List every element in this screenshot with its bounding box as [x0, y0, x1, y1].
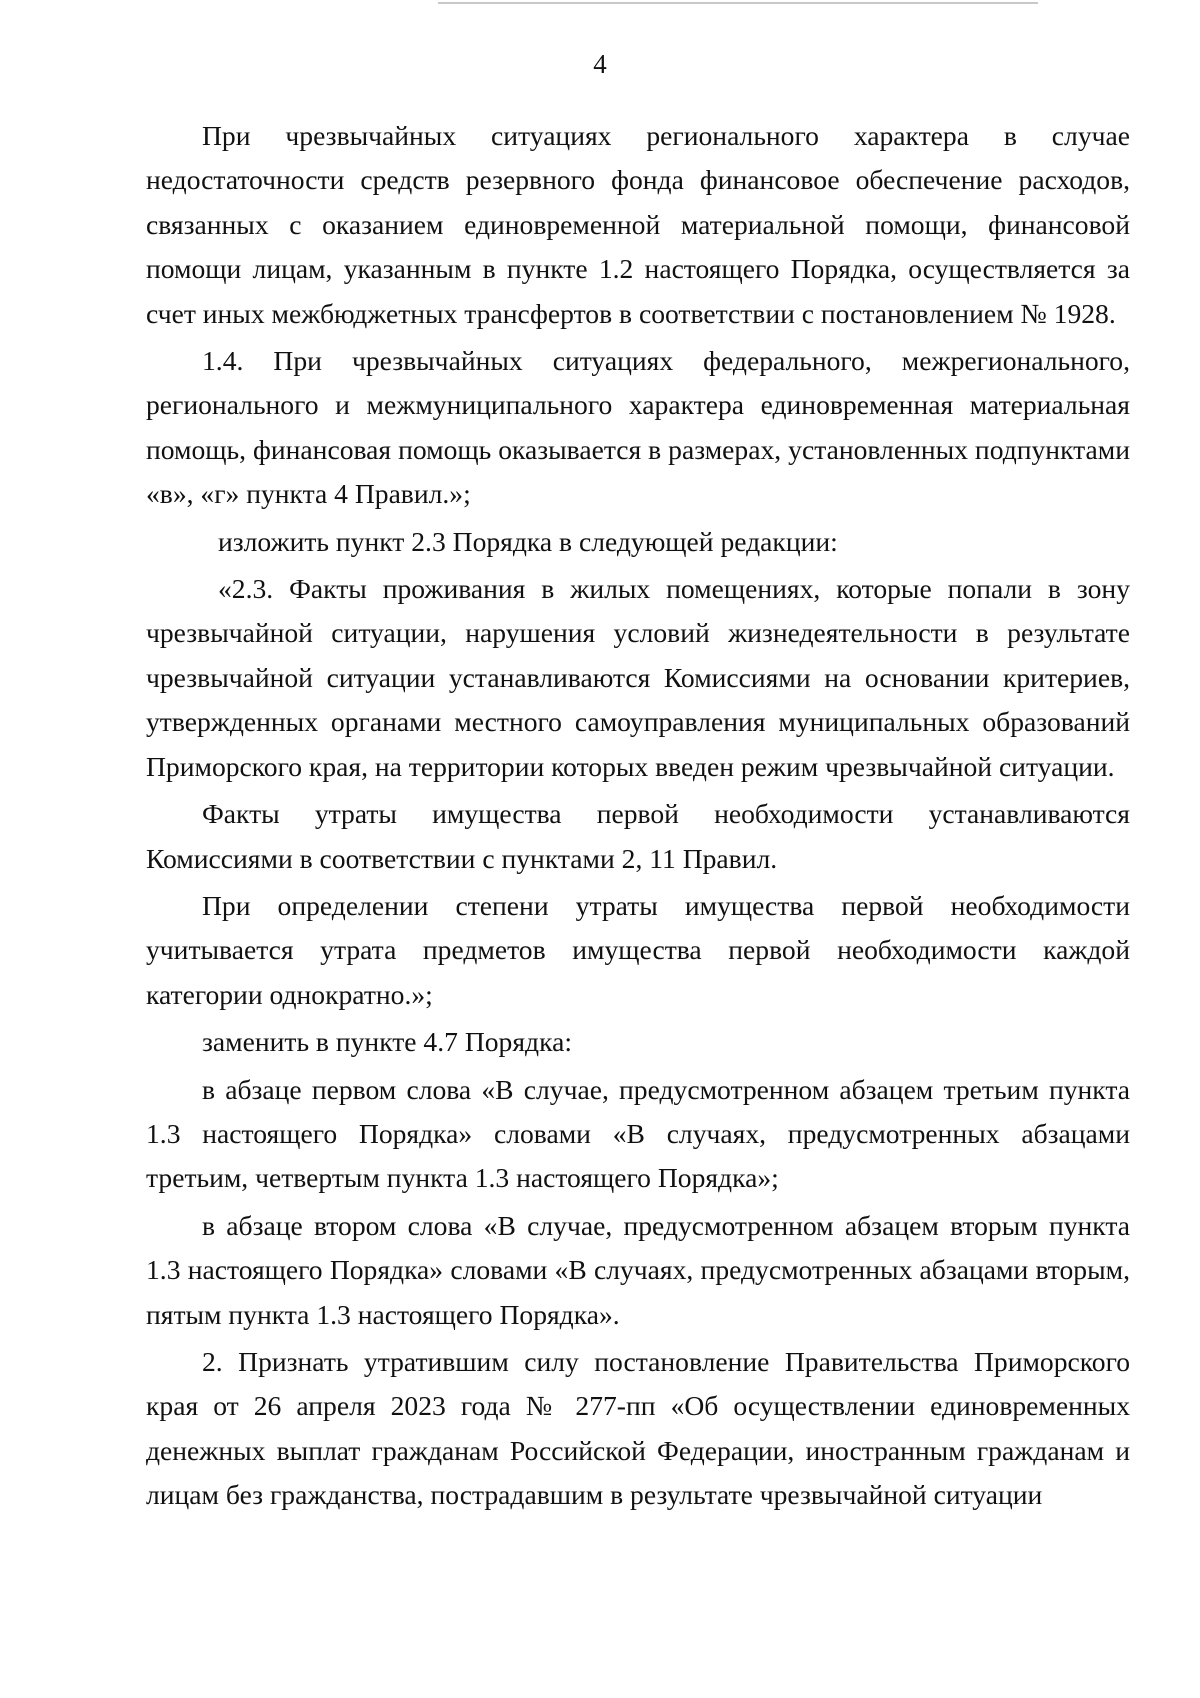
paragraph-first-abzac: в абзаце первом слова «В случае, предусмотренном абзацем третьим пункта 1.3 настоящего Порядка» словами «В случаях, предусмотренных абзацами третьим, четвертым пункта 1.3 настоящего Порядка»; — [146, 1073, 1130, 1194]
top-scan-rule — [438, 2, 1038, 4]
paragraph-repeal: 2. Признать утратившим силу постановление Правительства Приморского края от 26 апреля 2023 года № 277-пп «Об осуществлении единовременных денежных выплат гражданам Российской Федерации, иностранным гражданам и лицам без гражданства, пострадавшим в результате чрезвычайной ситуации — [146, 1345, 1130, 1511]
page-number: 4 — [593, 49, 607, 79]
paragraph-replace-4-7: заменить в пункте 4.7 Порядка: — [202, 1026, 572, 1058]
paragraph-1-4: 1.4. При чрезвычайных ситуациях федерального, межрегионального, регионального и межмуниципального характера единовременная материальная помощь, финансовая помощь оказывается в размерах, установленных подпунктами «в», «г» пункта 4 Правил.»; — [146, 345, 1130, 510]
paragraph-amend-2-3: изложить пункт 2.3 Порядка в следующей редакции: — [218, 525, 838, 557]
document-body — [146, 114, 1130, 1518]
paragraph-regional-funding: При чрезвычайных ситуациях регионального характера в случае недостаточности средств резервного фонда финансовое обеспечение расходов, связанных с оказанием единовременной материальной помощи, финансовой помощи лицам, указанным в пункте 1.2 настоящего Порядка, осуществляется за счет иных межбюджетных трансфертов в соответствии с постановлением № 1928. — [146, 120, 1130, 329]
paragraph-2-3-text: «2.3. Факты проживания в жилых помещениях, которые попали в зону чрезвычайной ситуации, нарушения условий жизнедеятельности в результате чрезвычайной ситуации устанавливаются Комиссиями на основании критериев, утвержденных органами местного самоуправления муниципальных образований Приморского края, на территории которых введен режим чрезвычайной ситуации. — [146, 573, 1130, 782]
paragraph-property-loss: Факты утраты имущества первой необходимости устанавливаются Комиссиями в соответствии с пунктами 2, 11 Правил. — [146, 798, 1130, 874]
paragraph-second-abzac: в абзаце втором слова «В случае, предусмотренном абзацем вторым пункта 1.3 настоящего Порядка» словами «В случаях, предусмотренных абзацами вторым, пятым пункта 1.3 настоящего Порядка». — [146, 1209, 1130, 1330]
paragraph-loss-degree: При определении степени утраты имущества первой необходимости учитывается утрата предметов имущества первой необходимости каждой категории однократно.»; — [146, 889, 1130, 1010]
